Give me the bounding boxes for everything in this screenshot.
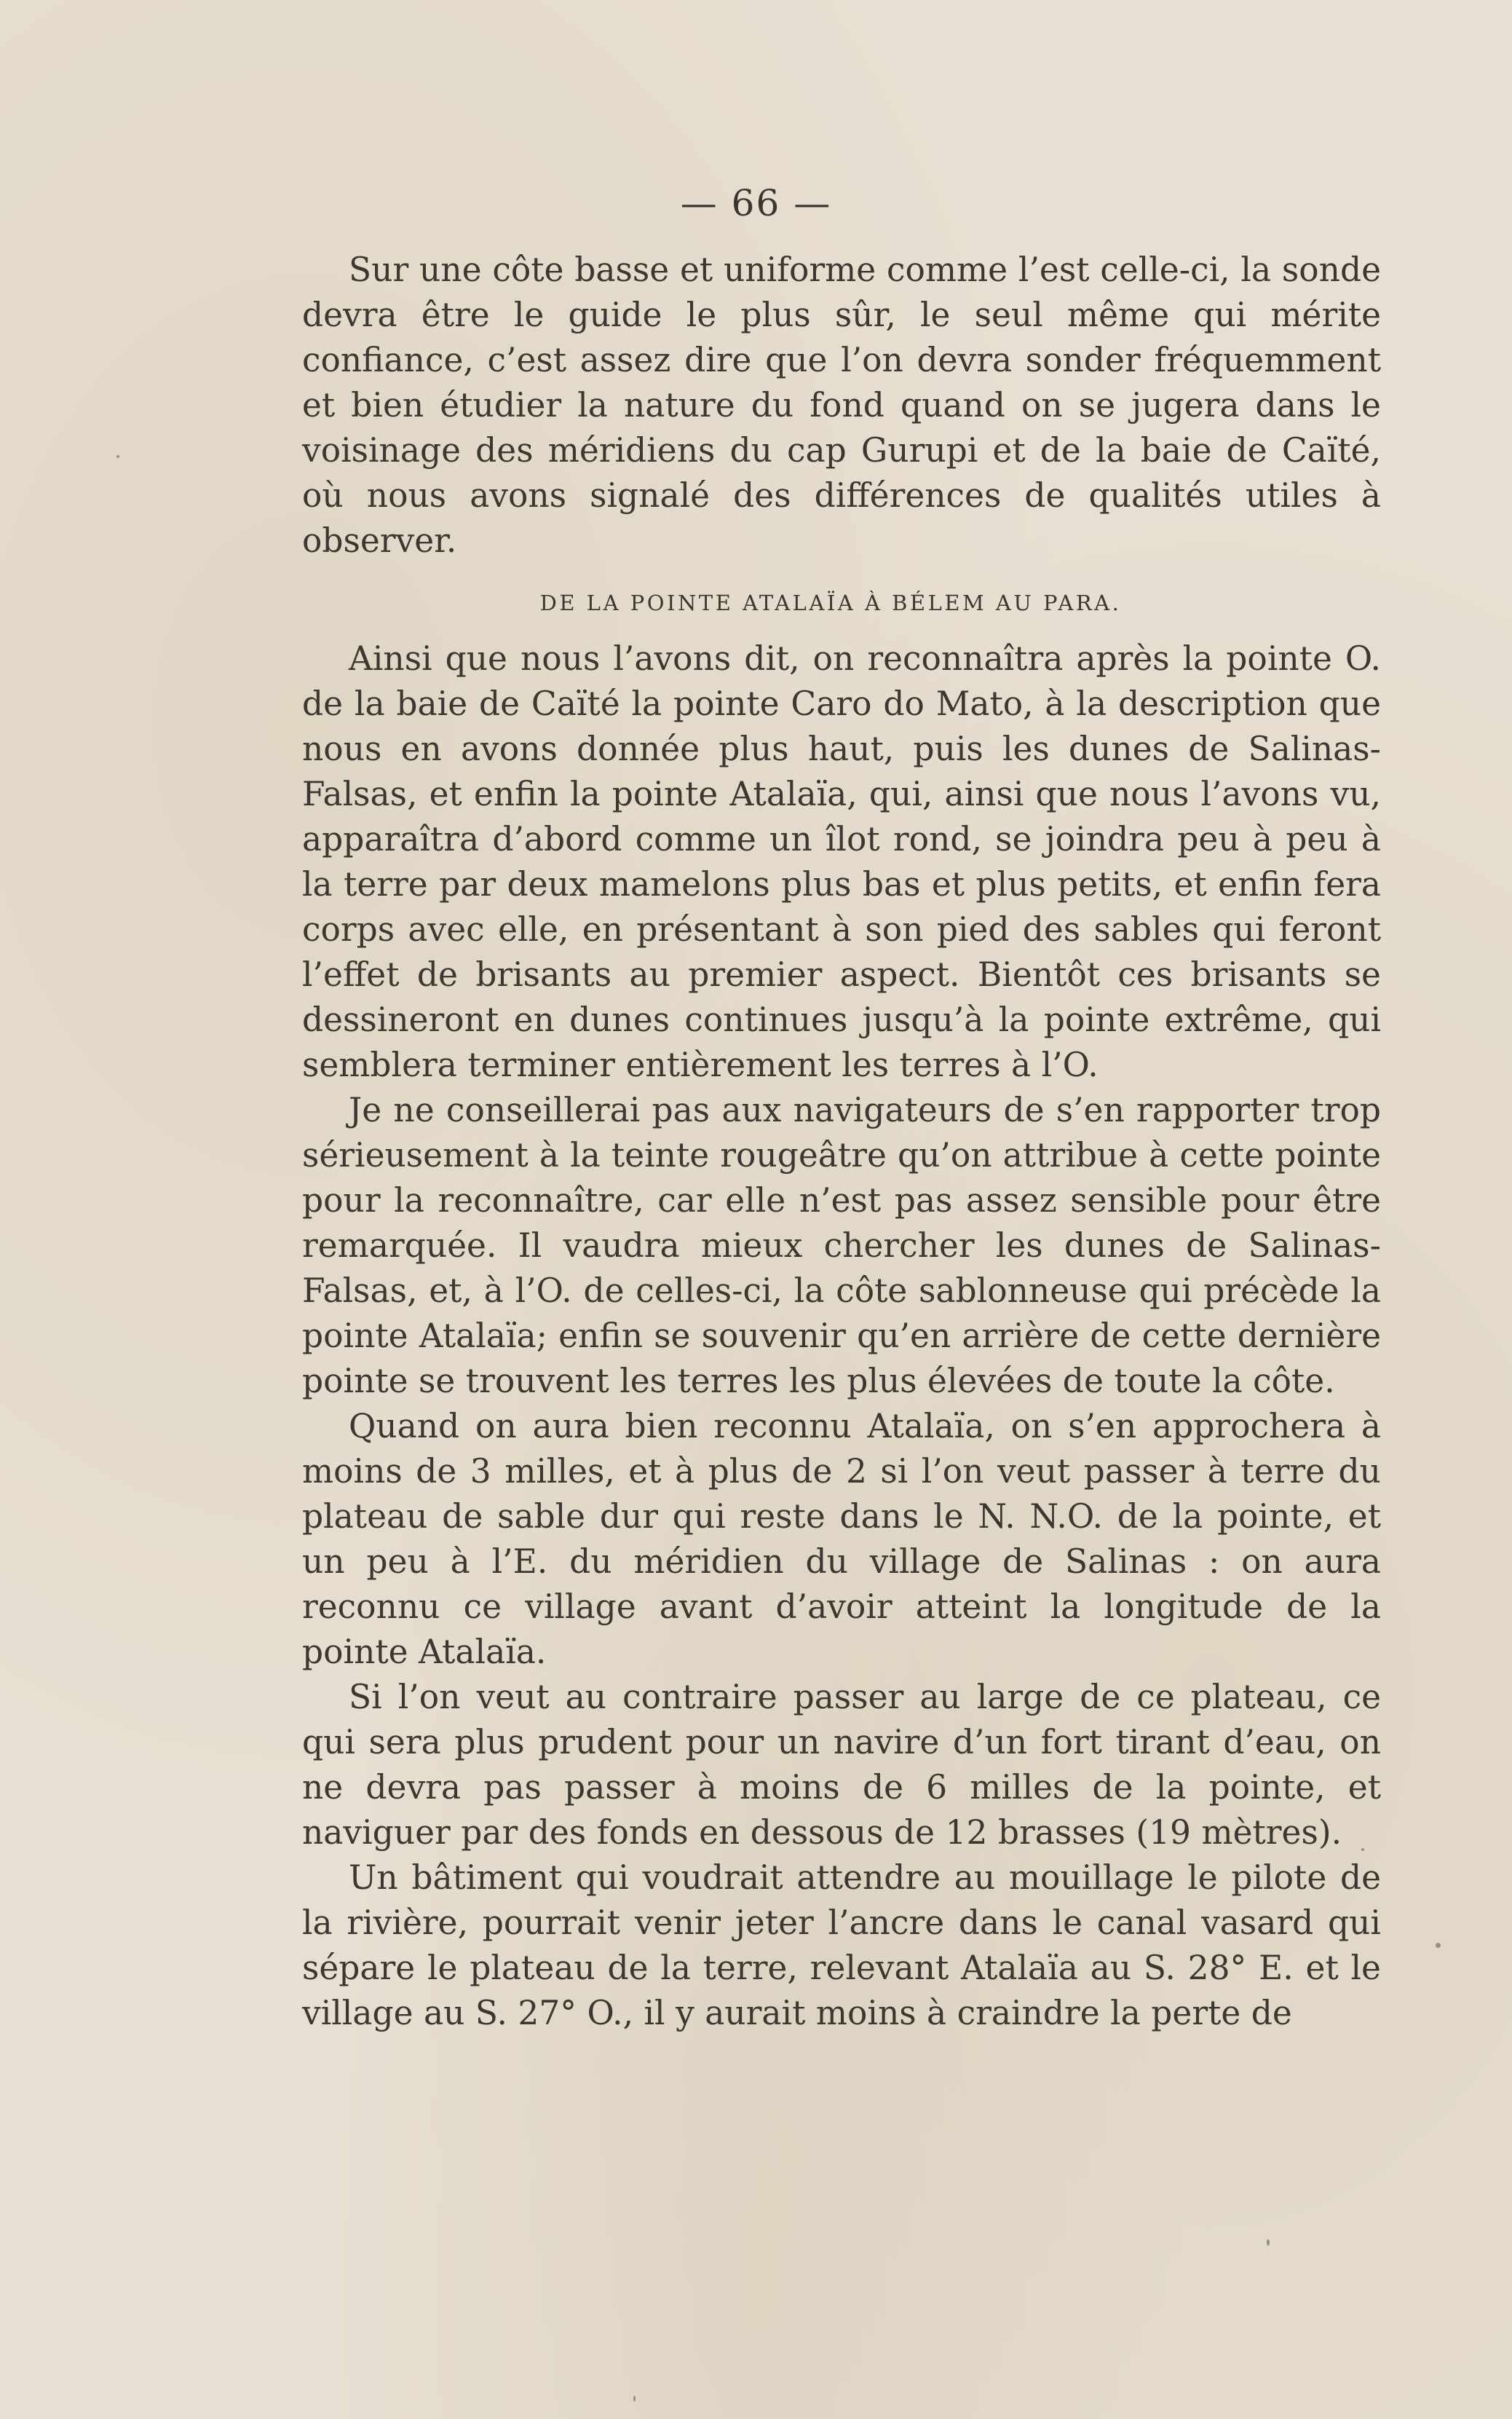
paper-speck: [1267, 2239, 1270, 2246]
paragraph-4: Si l’on veut au contraire passer au large de ce plateau, ce qui sera plus prudent pour un navire d’un fort tirant d’eau, on ne devra pas passer à moins de 6 milles de la pointe, et naviguer par des fonds en dessous de 12 brasses (19 mètres).: [302, 1678, 1381, 1852]
paper-speck: [116, 455, 119, 458]
paragraph-1: Ainsi que nous l’avons dit, on reconnaîtra après la pointe O. de la baie de Caïté la pointe Caro do Mato, à la description que nous en avons donnée plus haut, puis les dunes de Salinas-Falsas, et enfin la pointe Atalaïa, qui, ainsi que nous l’avons vu, apparaîtra d’abord comme un îlot rond, se joindra peu à peu à la terre par deux mamelons plus bas et plus petits, et enfin fera corps avec elle, en présentant à son pied des sables qui feront l’effet de brisants au premier aspect. Bientôt ces brisants se dessineront en dunes continues jusqu’à la pointe extrême, qui semblera terminer entièrement les terres à l’O.: [302, 639, 1381, 1084]
section-heading: DE LA POINTE ATALAÏA À BÉLEM AU PARA.: [539, 591, 1122, 615]
paper-speck: [633, 2396, 636, 2402]
page-text: [302, 248, 1381, 2036]
intro-paragraph: Sur une côte basse et uniforme comme l’est celle-ci, la sonde devra être le guide le plus sûr, le seul même qui mérite confiance, c’est assez dire que l’on devra sonder fréquemment et bien étudier la nature du fond quand on se jugera dans le voisinage des méridiens du cap Gurupi et de la baie de Caïté, où nous avons signalé des différences de qualités utiles à observer.: [302, 250, 1381, 560]
paragraph-5: Un bâtiment qui voudrait attendre au mouillage le pilote de la rivière, pourrait venir jeter l’ancre dans le canal vasard qui sépare le plateau de la terre, relevant Atalaïa au S. 28° E. et le village au S. 27° O., il y aurait moins à craindre la perte de: [302, 1858, 1381, 2032]
paper-speck: [1361, 1848, 1364, 1851]
paragraph-3: Quand on aura bien reconnu Atalaïa, on s’en approchera à moins de 3 milles, et à plus de 2 si l’on veut passer à terre du plateau de sable dur qui reste dans le N. N.O. de la pointe, et un peu à l’E. du méridien du village de Salinas : on aura reconnu ce village avant d’avoir atteint la longitude de la pointe Atalaïa.: [302, 1407, 1381, 1671]
page-number: — 66 —: [680, 182, 832, 224]
paragraph-2: Je ne conseillerai pas aux navigateurs de s’en rapporter trop sérieusement à la teinte rougeâtre qu’on attribue à cette pointe pour la reconnaître, car elle n’est pas assez sensible pour être remarquée. Il vaudra mieux chercher les dunes de Salinas-Falsas, et, à l’O. de celles-ci, la côte sablonneuse qui précède la pointe Atalaïa; enfin se souvenir qu’en arrière de cette dernière pointe se trouvent les terres les plus élevées de toute la côte.: [302, 1091, 1381, 1400]
paper-speck: [1436, 1943, 1441, 1948]
